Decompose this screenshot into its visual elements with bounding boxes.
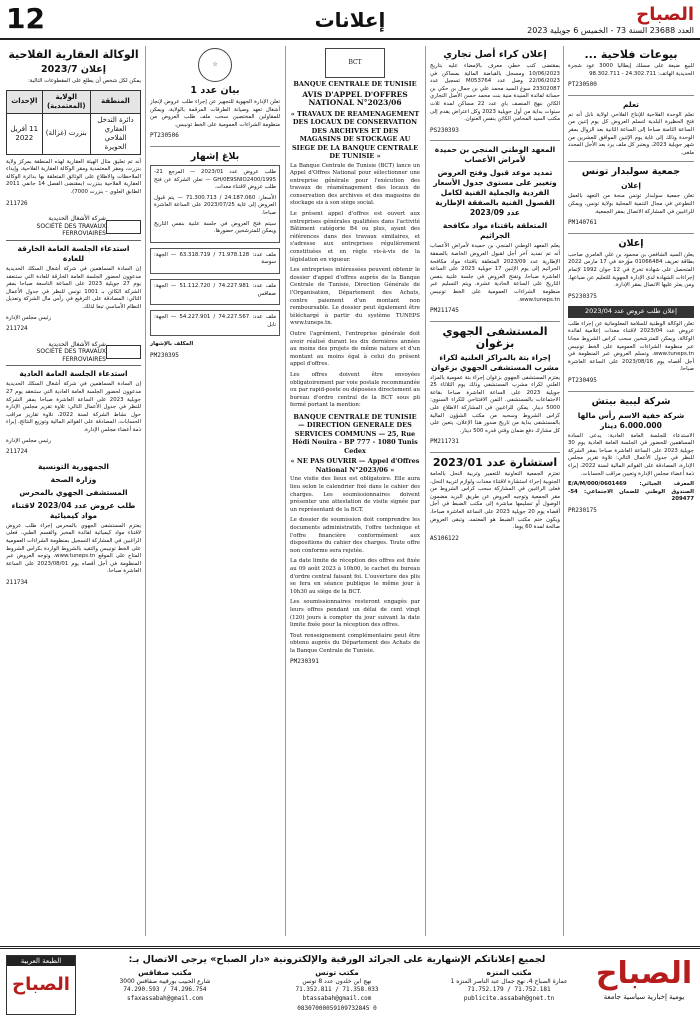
signature: المكلف بالإشهار	[150, 341, 194, 348]
footer-brand: الصباح	[595, 956, 693, 991]
ad-subtitle-hospital: إجراء بتة بالمراكز العلنية لكراء مشرب المستشفى الجهوي بزغوان	[431, 352, 559, 372]
office-phone: 71.352.811 / 71.358.033	[295, 986, 379, 993]
ad-ref: 211724	[6, 325, 28, 333]
bct-address: BANQUE CENTRALE DE TUNISIE — DIRECTION GENERALE DES SERVICES COMMUNS — 25, Rue Hédi Nouira - BP 777 - 1080 Tunis Cedex	[292, 412, 418, 455]
page-number: 12	[6, 2, 45, 35]
notice-box	[150, 279, 280, 305]
ad-text-libya-beach: الاستدعاء للجلسة العامة العادية: يدعى السادة المساهمين للحضور في الجلسة العامة العادية يوم 30 جويلية 2023 على الساعة العاشرة صباحا بمقر الشركة للنظر في جدول الأعمال التالي: تلاوة تقرير مجلس الإدارة، المصادقة على القوائم المالية لسنة 2022، إبراء ذمة أعضاء مجلس الإدارة وتعيين مراقب الحسابات.	[568, 432, 694, 477]
ad-subtitle-agency: إعلان 2023/7	[41, 64, 106, 75]
newspaper-logo: الصباح	[636, 4, 694, 25]
ad-text-solbidar: تعلن جمعية سولبدار تونس منحة من التعهد بالعمل التطوعي في مجال التنمية المحلية بولاية تونس، ويمكن للراغبين في المشاركة الاتصال بمقر الجمعية.	[568, 193, 694, 215]
ad-text-consultation: تعتزم الجمعية التعاونية للتعمير وتربية النحل بالحامة الجنوبية إجراء استشارة لاقتناء معدات ولوازم لتربية النحل، فعلى الراغبين في المشاركة سحب كراس الشروط من مقر الجمعية وتوجيه العروض عن طريق البريد مضمون الوصول أو تسليمها مباشرة إلى مكتب الضبط في أجل أقصاه يوم 20 جويلية 2023 على الساعة العاشرة صباحا، ويكون ختم مكتب الضبط هو المعتمد، وتبقى العروض صالحة لمدة 60 يوما.	[430, 471, 560, 531]
footer-banner: لجميع إعلاناتكم الإشهارية على الجرائد الورقية والإلكترونية «دار الصباح» يرجى الاتصال بـ:	[128, 954, 546, 965]
ad-title-rent: إعلان كراء أصل تجاري	[443, 49, 547, 60]
ad-ref: PM211745	[430, 307, 459, 315]
ad-ids-libya-beach: المعرف الجبائي: 0601469/E/A/M/000 الصندوق الوطني للضمان الاجتماعي: 54-209477	[568, 481, 694, 503]
notice-box	[150, 165, 280, 243]
ad-ref: 211724	[6, 448, 28, 456]
cert-banner: إعلان طلب عروض عدد 2023/04	[568, 306, 694, 318]
ad-title-notice: تعلم	[623, 99, 639, 109]
ad-ref: PM230395	[150, 351, 179, 359]
column-3	[290, 46, 420, 936]
ad-text-hospital: يعتزم المستشفى الجهوي بزغوان إجراء بتة عمومية بالمزاد العلني لكراء مشرب المستشفى وذلك يوم الثلاثاء 25 جويلية 2023 على الساعة العاشرة صباحا بقاعة الاجتماعات بالمستشفى. الثمن الافتتاحي للكراء السنوي: 5000 دينار. يمكن للراغبين في المشاركة الاطلاع على كراس الشروط وسحبه من مكتب الشؤون المالية بالمستشفى بداية من تاريخ صدور هذا الإعلان. يتعين على كل مشارك دفع ضمان وقتي قدره 500 دينار.	[430, 374, 560, 434]
ad-text-tender: يعتزم المستشفى الجهوي بالمحرس إجراء طلب عروض لاقتناء مواد كيميائية لفائدة المخبر والقسم الطبي، فعلى الراغبين في المشاركة التسجيل بمنظومة الشراءات العمومية على الخط تونيبس والتقيد بالشروط الواردة بكراس الشروط المتاح على الموقع www.tuneps.tn، وتوجه العروض عبر المنظومة في أجل أقصاه يوم 2023/08/01 على الساعة العاشرة صباحا.	[6, 522, 141, 575]
ad-subtitle-solbidar: إعلان	[621, 181, 641, 191]
ad-text-ogm: إن السادة المساهمين في شركة أشغال السكك الحديدية مدعوون لحضور الجلسة العامة العادية التي ستنعقد يوم 27 جويلية 2023 على الساعة العاشرة صباحا بمقر الشركة للنظر في جدول الأعمال التالي: تلاوة تقرير مجلس الإدارة حول نشاط الشركة لسنة 2022، تلاوة تقارير مراقب الحسابات، المصادقة على القوائم المالية وتوزيع النتائج، إبراء ذمة أعضاء مجلس الإدارة.	[6, 381, 141, 434]
office-address: عمارة الصباح 4، نهج جمال عبد الناصر المنزه 1	[450, 977, 568, 985]
ad-ref: 211734	[6, 578, 28, 586]
notice-line: سيتم فتح العروض في جلسة علنية بنفس التاريخ ويمكن للمترشحين حضورها.	[154, 220, 276, 235]
office-phone: 71.752.179 / 71.752.181	[467, 986, 551, 993]
bct-mention: « NE PAS OUVRIR — Appel d'Offres National N°2023/06 »	[290, 457, 420, 474]
ad-subtitle-bct: « TRAVAUX DE REAMENAGEMENT DES LOCAUX DE CONSERVATION DES ARCHIVES ET DES MAGASINS DE STOCKAGE AU SIEGE DE LA BANQUE CENTRALE DE TUNISIE »	[290, 109, 420, 160]
ad-text-agri-sale: للبيع ضيعة على مسلك إيطاليا 3000 عود شجرة الحديدية الهاتف: 24.302.711 - 98.302.711	[568, 63, 694, 77]
company-name: شركة الأشغال الحديدية	[48, 215, 106, 223]
ad-title-libya-beach: شركة ليبية بيتش	[591, 395, 671, 407]
table-header: الإحداث	[7, 90, 43, 113]
ad-ref: PS230375	[568, 292, 597, 300]
table-cell: 11 أفريل 2022	[7, 113, 43, 154]
ad-title-lost: إعلان	[618, 237, 644, 249]
company-name-fr: SOCIÉTÉ DES TRAVAUX FERROVIAIRES	[36, 222, 106, 238]
republic-title: الجمهورية التونسية	[38, 461, 109, 471]
sncft-logo-icon	[106, 345, 141, 359]
notice-line: ملف عدد: 71.978.128 / 63.318.719 — الجهة: سوسة	[154, 251, 276, 266]
ad-title-consultation: استشارة عدد 2023/01	[432, 456, 558, 470]
ad-ref: PM140761	[568, 219, 597, 227]
footer-contacts	[84, 953, 590, 1023]
bct-paragraph: Les soumissionnaires resteront engagés par leurs offres pendant un délai de cent vingt (120) jours à compter du jour suivant la date limite fixée pour la réception des offres.	[290, 599, 420, 629]
notice-line: الأسعار: 24.187.060 / 71.300.713 — يتم قبول العروض إلى غاية 2023/07/25 على الساعة العاشرة صباحا.	[154, 194, 276, 216]
office-email[interactable]: publicite.assabah@gnet.tn	[463, 994, 555, 1002]
company-name: شركة الأشغال الحديدية	[48, 340, 106, 348]
office-address: شارع الحبيب بورقيبة صفاقس 3000	[119, 977, 211, 985]
ad-ref: PT230506	[150, 132, 179, 140]
office-email[interactable]: btassabah@gmail.com	[302, 994, 372, 1002]
ad-title-egm: استدعاء الجلسة العامة الخارقة للعادة	[17, 243, 130, 263]
ad-text-rent: بمقتضى كتب خطي معرف بالإمضاء عليه بتاريخ 10/06/2023 ومسجل بالقباضة المالية بمساكن في 22/06/2023 وصل عدد M053764 تسجيل عدد 23302087 سوغ السيد محمد علي بن جمال بن حكي بن حسانة لفائدة السيدة منية بنت محمد حسن الأصل التجاري الكائن بنهج المنصف باي عدد 22 مساكن لمدة ثلاث سنوات بداية من أول جويلية 2023 وكل اعتراض يقدم إلى مكتب السيد المحامي الكائن بنفس العنوان.	[430, 63, 560, 123]
ad-ref: PR230175	[568, 506, 597, 514]
ad-title-agri-sale: بيوعات فلاحية ...	[584, 48, 678, 61]
ad-text-agency: أنه تم تعليق مثال الهيئة العقارية لهذه المنطقة بمركز ولاية بنزرت، ومقر المعتمدية ومقر الوكالة العقارية الفلاحية، وإبداء الملاحظات والاطلاع على الوثائق المتعلقة بها بدائرة الوكالة العقارية الفلاحية ببنزرت (بمقتضى الفصل 14 جانفي 2011 الطابق العلوي – بنزرت 7000).	[6, 158, 141, 195]
ad-title-institute: المعهد الوطني المنجي بن حميدة لأمراض الأعصاب	[434, 145, 556, 165]
ad-ref: PM230391	[290, 658, 319, 666]
ad-intro-agency: يمكن لكل شخص أن يطلع على المقطوعات التالية:	[27, 78, 141, 84]
tender-title: طلب عروض عدد 2023/04 لاقتناء مواد كيميائية	[11, 500, 136, 520]
ad-title-ogm: استدعاء الجلسة العامة العادية	[19, 369, 128, 379]
ad-subtitle2-institute: المتعلقة باقتناء مواد مكافحة الجراثيم	[442, 221, 548, 241]
footer-rib: 08307000059109732845 0	[297, 1005, 377, 1012]
ministry-name: وزارة الصحة	[50, 474, 97, 484]
footer-tagline: يومية إخبارية سياسية جامعة	[603, 993, 685, 1001]
column-4	[150, 46, 280, 936]
badge-name: الصباح	[12, 974, 70, 995]
table-header: الولاية (المعتمدية)	[42, 90, 90, 113]
notice-box	[150, 248, 280, 274]
ad-text-notice: تعلم الوحدة الفلاحية للإنتاج الفلاحي لولاية نابل أنه تم فتح الحظيرة البلدية لتسلم العروض كل يوم إثنين من الساعة الثامنة صباحا إلى الساعة الثانية بعد الزوال بمقر الوحدة وذلك إلى غاية يوم الإثنين الموافق للعشرين من شهر جويلية 2023، ويعتبر كل ملف يرد بعد الأجل المحدد ملغى.	[568, 111, 694, 156]
agency-table	[6, 90, 141, 155]
company-name-fr: SOCIÉTÉ DES TRAVAUX FERROVIAIRES	[36, 348, 106, 363]
column-5	[6, 46, 141, 936]
column-1	[568, 46, 694, 936]
bct-paragraph: Une visite des lieux est obligatoire. Elle aura lieu selon le calendrier fixé dans le cahier des charges. Les soumissionnaires doivent présenter une attestation de visite signée par un représentant de la BCT.	[290, 476, 420, 513]
table-cell: بنزرت (غزالة)	[42, 113, 90, 154]
sncft-header	[6, 339, 141, 367]
bct-paragraph: Tout renseignement complémentaire peut être obtenu auprès du Département des Achats de la Banque Centrale de Tunisie.	[290, 632, 420, 654]
issue-line: العدد 23688 السنة 73 - الخميس 6 جويلية 2023	[527, 26, 694, 35]
table-header: المنطقة	[90, 90, 140, 113]
notice-line: طلب عروض عدد 2023/01 — المرجع 21-1995/GH/0E9SNIO2400 — تعلن الشركة عن فتح طلب عروض لاقتناء معدات.	[154, 168, 276, 191]
bct-paragraph: Le dossier de soumission doit comprendre les documents administratifs, l'offre technique et l'offre financière conformément aux dispositions du cahier des charges. Toute offre non conforme sera rejetée.	[290, 517, 420, 554]
hospital-name: المستشفى الجهوي بالمحرس	[19, 487, 128, 497]
office-phone: 74.290.593 / 74.296.754	[123, 986, 207, 993]
ad-title-notices: بلاغ إشهار	[190, 150, 240, 162]
signature: رئيس مجلس الإدارة	[6, 437, 51, 444]
ad-text-cert: تعلن الوكالة الوطنية للسلامة المعلوماتية عن إجراء طلب عروض عدد 2023/04 لاقتناء معدات إعلامية لفائدة الوكالة، ويمكن للمترشحين سحب كراس الشروط مجانا عبر منظومة الشراءات العمومية على الخط تونيبس www.tuneps.tn، وتسلم العروض عبر المنظومة في أجل أقصاه يوم 2023/08/16 على الساعة العاشرة صباحا.	[568, 320, 694, 373]
ad-title-hospital: المستشفى الجهوي بزغوان	[442, 324, 548, 350]
ad-title-bct: AVIS D'APPEL D'OFFRES NATIONAL N°2023/06	[302, 89, 408, 107]
masthead	[464, 4, 694, 34]
table-cell: دائرة التدخل العقاري الفلاحي الحويرة	[90, 113, 140, 154]
office-email[interactable]: sfaxassabah@gmail.com	[127, 994, 203, 1002]
ad-text-institute: يعلم المعهد الوطني المنجي بن حميدة لأمراض الأعصاب أنه تم تمديد آخر أجل لقبول العروض الخاصة بالصفقة الإطارية عدد 2023/09 المتعلقة باقتناء مواد مكافحة الجراثيم إلى يوم الإثنين 17 جويلية 2023 على الساعة العاشرة صباحا، وتفتح العروض في جلسة علنية بنفس التاريخ على الساعة الحادية عشرة، ويتم التسليم عبر منظومة الشراءات العمومية على الخط تونيبس www.tuneps.tn.	[430, 243, 560, 303]
republic-emblem-icon: ☆	[198, 48, 232, 82]
ad-title-agency: الوكالة العقارية الفلاحية	[8, 48, 139, 61]
bct-paragraph: Outre l'agrément, l'entreprise générale doit avoir réalisé durant les dix dernières années au moins des projets de même nature et d'un montant au moins égal à celui du présent appel d'offres.	[290, 330, 420, 368]
office-name: مكتب تونس	[315, 968, 359, 977]
office-name: مكتب المنزه	[486, 968, 532, 977]
office-sfax	[84, 969, 246, 1003]
notice-box	[150, 310, 280, 336]
bank-name: BANQUE CENTRALE DE TUNISIE	[293, 80, 417, 88]
bct-paragraph: Les offres doivent être envoyées obligatoirement par voie postale recommandée ou par rapid-poste ou déposées directement au bureau d'ordre central de la BCT sous pli fermé portant la mention:	[290, 371, 420, 409]
ad-ref: PM211731	[430, 438, 459, 446]
bct-paragraph: La date limite de réception des offres est fixée au 09 août 2023 à 10h00, le cachet du bureau d'ordre central faisant foi. L'ouverture des plis se fera en séance publique le même jour à 10h30 au siège de la BCT.	[290, 558, 420, 595]
sncft-logo-icon	[106, 220, 141, 234]
ad-title-solbidar: جمعية سولبدار تونس	[581, 166, 681, 178]
office-menzah	[428, 969, 590, 1003]
bct-paragraph: Les entreprises intéressées peuvent obtenir le dossier d'appel d'offres auprès de la Banque Centrale de Tunisie, Direction Générale de l'Organisation, Département des Achats, contre paiement d'un montant non remboursable. Le dossier peut également être téléchargé à partir du système TUNEPS www.tuneps.tn.	[290, 267, 420, 327]
notice-line: ملف عدد: 74.227.981 / 51.112.720 — الجهة: صفاقس	[154, 282, 276, 297]
sncft-header	[6, 213, 141, 241]
ad-text-egm: إن السادة المساهمين في شركة أشغال السكك الحديدية مدعوون لحضور الجلسة العامة الخارقة للعادة التي ستنعقد يوم 27 جويلية 2023 على الساعة التاسعة صباحا بمقر الشركة الكائن بـ 1001 تونس للنظر في جدول الأعمال التالي: المصادقة على الترفيع في رأس مال الشركة وتعديل النظام الأساسي تبعا لذلك.	[6, 265, 141, 310]
bct-paragraph: Le présent appel d'offres est ouvert aux entreprises générales qualifiées dans l'activité Bâtiment catégorie B4 ou plus, ayant des références dans des travaux similaires, et s'adresse aux entreprises régulièrement constituées et en règle vis-à-vis de la législation en vigueur.	[290, 211, 420, 263]
column-2	[430, 46, 560, 936]
ad-ref: PT230495	[568, 377, 597, 385]
bct-paragraph: La Banque Centrale de Tunisie (BCT) lance un Appel d'Offres National pour sélectionner une entreprise générale pour l'exécution des travaux de réaménagement des locaux de conservation des archives et des magasins de stockage sis à son siège social.	[290, 162, 420, 207]
ad-text-lost: يعلن السيد الشافعي بن محمود بن علي العامري صاحب بطاقة تعريف 01066484 مؤرخة في 17 مارس 2022 المتحصل على شهادة تخرج في 12 جوان 1992 لإتمام إجراءات الشهادة لدى الإدارة الجهوية للتعليم عن ضياعها، ومن يعثر عليها الاتصال بمقر الإدارة.	[568, 251, 694, 289]
page-footer	[0, 946, 700, 1024]
ad-ref: 211726	[6, 199, 28, 207]
office-tunis	[256, 969, 418, 1003]
ad-subtitle-institute: تمديد موعد قبول وفتح العروض وتغيير على مستوى جدول الأسعار الفردية والجملية الفنية لكامل القصول الفنية بالصفقة الإطارية عدد 2023/09	[433, 168, 557, 218]
office-address: نهج ابن خلدون عدد 8 تونس	[302, 977, 372, 985]
ad-ref: AS106122	[430, 534, 459, 542]
ad-ref: PT230500	[568, 81, 597, 89]
footer-badge	[6, 955, 76, 1015]
badge-label: الطبعة العربية	[7, 956, 75, 966]
signature: رئيس مجلس الإدارة	[6, 314, 51, 321]
ad-text-statement: تعلن الإدارة الجهوية للتجهيز عن إجراء طلب عروض لإنجاز أشغال تعهد وصيانة الطرقات المرقمة بالولاية، ويمكن للمقاولين المختصين سحب ملف طلب العروض من منظومة الشراءات العمومية على الخط تونيبس.	[150, 99, 280, 128]
footer-logo	[594, 955, 694, 1015]
ad-subtitle-libya-beach: شركة خفية الاسم رأس مالها 6.000.000 دينار	[577, 410, 685, 430]
page-header	[0, 0, 700, 40]
section-title: إعلانات	[314, 8, 386, 32]
ad-title-statement: بيان عدد 1	[190, 85, 240, 96]
bct-logo-icon: BCT	[325, 48, 385, 78]
ad-ref: PS230393	[430, 126, 459, 134]
office-name: مكتب صفاقس	[138, 968, 192, 977]
notice-line: ملف عدد: 74.227.567 / 54.227.901 — الجهة: نابل	[154, 314, 276, 328]
